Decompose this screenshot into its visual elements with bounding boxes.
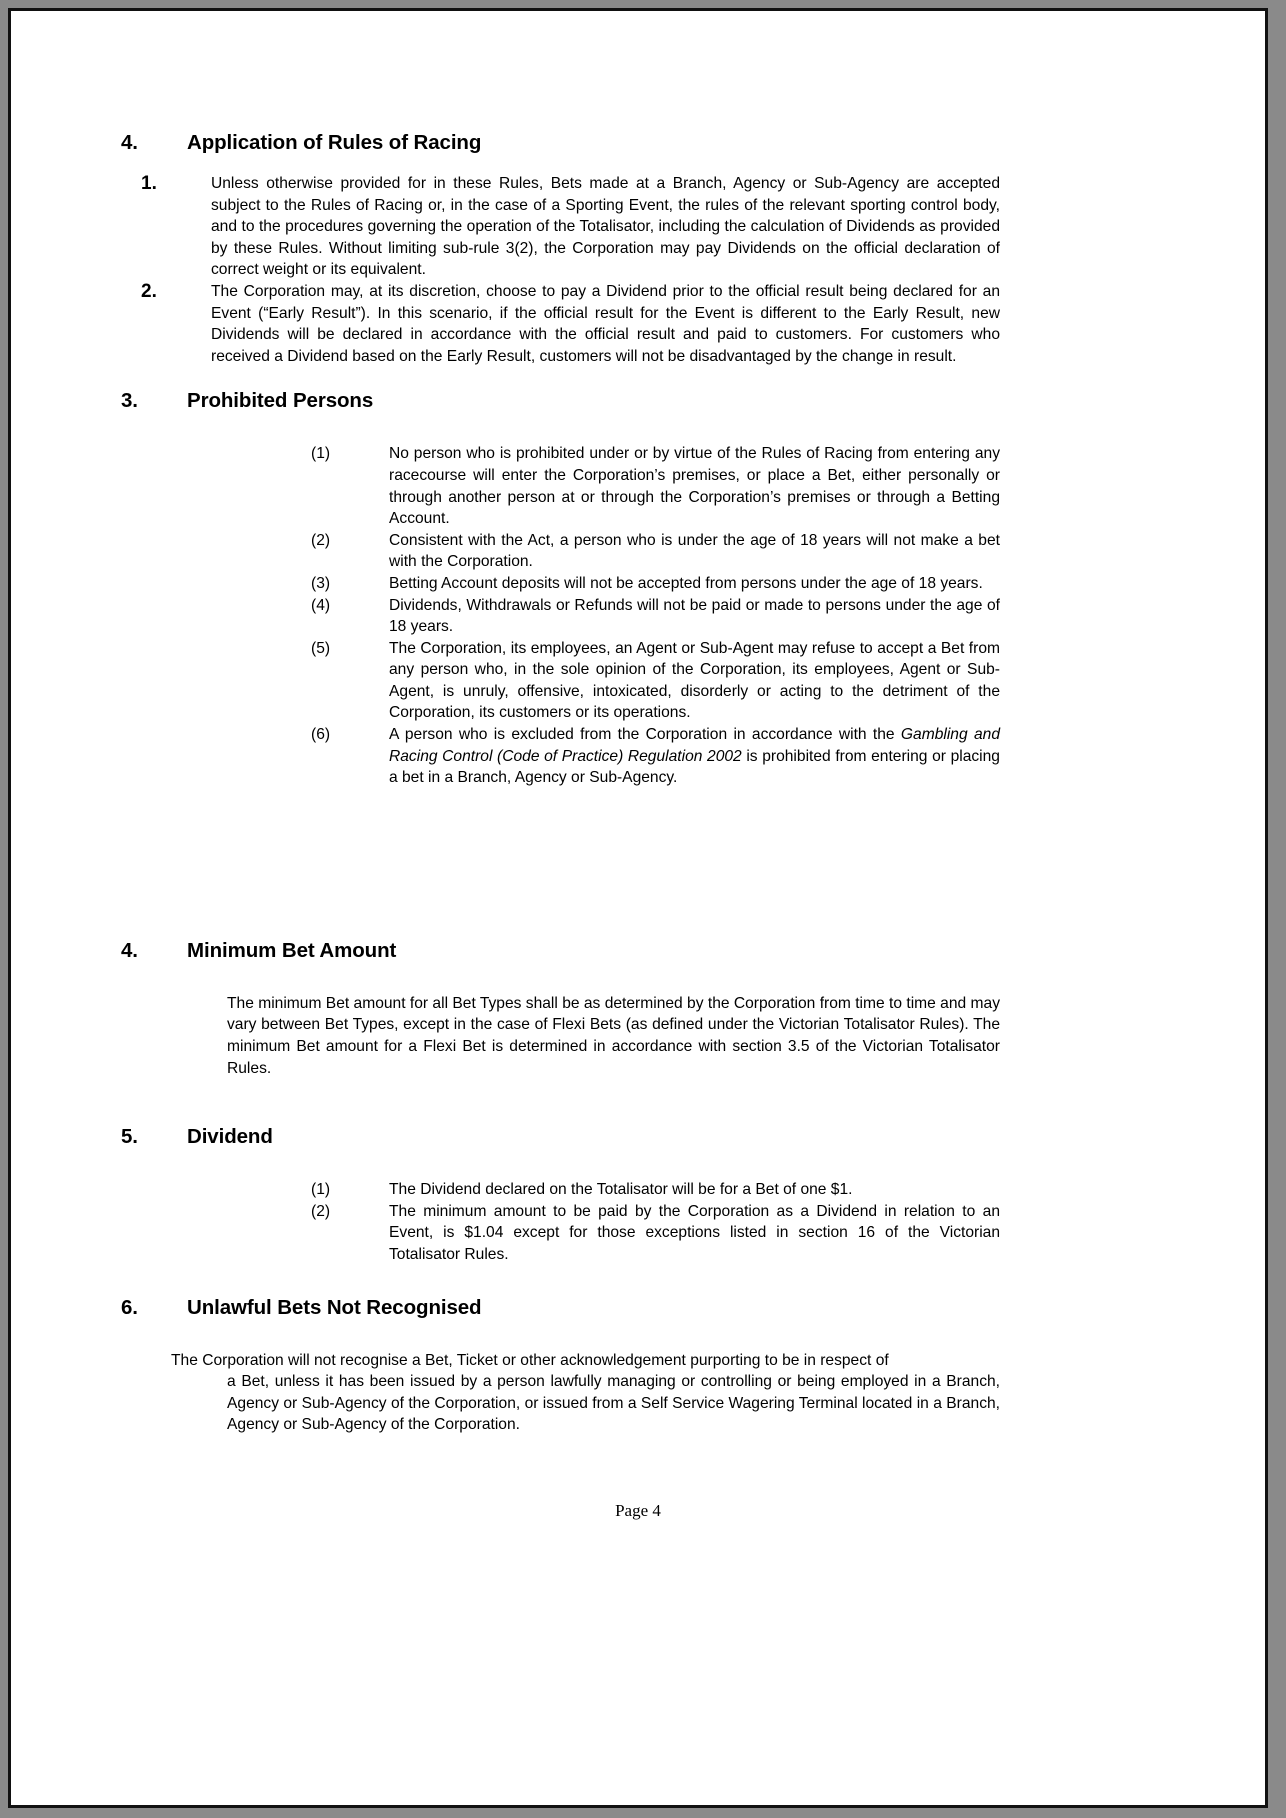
section-heading-application-of-rules-of-racing xyxy=(11,131,1265,155)
clause-text-part2: is prohibited from entering or placing a bet in a Branch, Agency or Sub-Agency. xyxy=(389,747,1000,787)
clause-text: No person who is prohibited under or by virtue of the Rules of Racing from entering any racecourse will enter the Corporation’s premises, or place a Bet, either personally or through another person at or through the Corporation’s premises or through a Betting Account. xyxy=(389,445,1000,528)
clause-text: Consistent with the Act, a person who is under the age of 18 years will not make a bet with the Corporation. xyxy=(389,531,1000,571)
rule-text: Unless otherwise provided for in these Rules, Bets made at a Branch, Agency or Sub-Agency are accepted subject to the Rules of Racing or, in the case of a Sporting Event, the rules of the relevant sporting control body, and to the procedures governing the operation of the Totalisator, including the calculation of Dividends as provided by these Rules. Without limiting sub-rule 3(2), the Corporation may pay Dividends on the official declaration of correct weight or its equivalent. xyxy=(211,175,1000,279)
clause-label: (4) xyxy=(311,596,331,614)
document-content xyxy=(11,11,1265,1436)
minimum-bet-amount-paragraph: The minimum Bet amount for all Bet Types shall be as determined by the Corporation from time to time and may vary between Bet Types, except in the case of Flexi Bets (as defined under the Victorian Totalisator Rules). The minimum Bet amount for a Flexi Bet is determined in accordance with section 3.5 of the Victorian Totalisator Rules. xyxy=(227,994,1000,1077)
clause-item xyxy=(311,530,1000,573)
clause-item xyxy=(311,638,1000,724)
clause-label: (3) xyxy=(311,574,331,592)
clause-label: (6) xyxy=(311,726,331,744)
clause-label: (2) xyxy=(311,531,331,549)
clause-text: Betting Account deposits will not be accepted from persons under the age of 18 years. xyxy=(389,574,983,592)
section-number: 4. xyxy=(121,938,138,962)
clause-item xyxy=(311,443,1000,529)
clause-item xyxy=(311,724,1000,789)
prohibited-persons-clause-list xyxy=(11,443,1265,789)
document-page xyxy=(8,8,1268,1808)
clause-label: (1) xyxy=(311,445,331,463)
rule-text: The Corporation may, at its discretion, choose to pay a Dividend prior to the official result being declared for an Event (“Early Result”). In this scenario, if the official result for the Event is different to the Early Result, new Dividends will be declared in accordance with the official result and paid to customers. For customers who received a Dividend based on the Early Result, customers will not be disadvantaged by the change in result. xyxy=(211,282,1000,365)
clause-text: The minimum amount to be paid by the Corporation as a Dividend in relation to an Event, is $1.04 except for those exceptions listed in section 16 of the Victorian Totalisator Rules. xyxy=(389,1202,1000,1263)
section-number: 6. xyxy=(121,1295,138,1319)
section-heading-minimum-bet-amount xyxy=(11,939,1265,963)
clause-text-composite xyxy=(389,724,1000,789)
section-heading-prohibited-persons xyxy=(11,389,1265,413)
section-number: 4. xyxy=(121,131,138,154)
clause-item xyxy=(311,1201,1000,1266)
rule-item-1 xyxy=(11,173,1265,281)
rule-number: 2. xyxy=(141,280,157,302)
section-title: Unlawful Bets Not Recognised xyxy=(187,1295,482,1319)
page-footer: Page 4 xyxy=(615,1501,661,1520)
clause-text: The Dividend declared on the Totalisator will be for a Bet of one $1. xyxy=(389,1181,853,1199)
clause-label: (2) xyxy=(311,1202,331,1220)
clause-text: Dividends, Withdrawals or Refunds will not be paid or made to persons under the age of 18 years. xyxy=(389,596,1000,636)
section-number: 3. xyxy=(121,389,138,413)
clause-item xyxy=(311,1179,1000,1201)
clause-text: The Corporation, its employees, an Agent or Sub-Agent may refuse to accept a Bet from any person who, in the sole opinion of the Corporation, its employees, Agent or Sub-Agent, is unruly, offensive, intoxicated, disorderly or acting to the detriment of the Corporation, its customers or its operations. xyxy=(389,639,1000,722)
clause-text-part1: A person who is excluded from the Corporation in accordance with the xyxy=(389,726,901,744)
unlawful-bets-rest: a Bet, unless it has been issued by a person lawfully managing or controlling or being employed in a Branch, Agency or Sub-Agency of the Corporation, or issued from a Self Service Wagering Terminal located in a Branch, Agency or Sub-Agency of the Corporation. xyxy=(227,1373,1000,1434)
clause-text-citation: Gambling and Racing Control (Code of Practice) Regulation 2002 xyxy=(389,726,1000,765)
dividend-clause-list xyxy=(11,1179,1265,1265)
page-inner-area xyxy=(11,11,1265,1805)
rule-number: 1. xyxy=(141,173,157,194)
section-title: Minimum Bet Amount xyxy=(187,938,397,962)
section-title: Dividend xyxy=(187,1125,273,1149)
clause-item xyxy=(311,573,1000,595)
section-heading-unlawful-bets-not-recognised xyxy=(11,1296,1265,1320)
clause-label: (5) xyxy=(311,639,331,657)
clause-label: (1) xyxy=(311,1181,331,1199)
section-title: Prohibited Persons xyxy=(187,389,374,413)
unlawful-bets-first-line: The Corporation will not recognise a Bet, Ticket or other acknowledgement purporting to be in respect of xyxy=(171,1351,889,1369)
section-title: Application of Rules of Racing xyxy=(187,131,482,154)
clause-item xyxy=(311,595,1000,638)
unlawful-bets-paragraph xyxy=(11,1350,1265,1436)
section-heading-dividend xyxy=(11,1125,1265,1149)
section-number: 5. xyxy=(121,1125,138,1149)
rule-item-2 xyxy=(11,281,1265,367)
